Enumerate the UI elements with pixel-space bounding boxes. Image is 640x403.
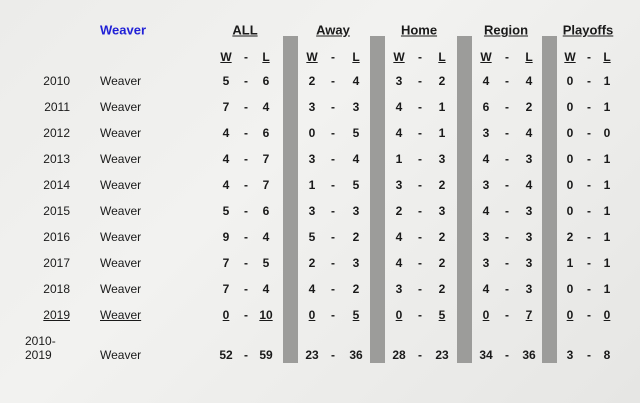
wins-home: 3 — [395, 178, 403, 192]
total-dash-playoffs: - — [587, 348, 591, 362]
dash-away: - — [331, 204, 335, 218]
wins-away: 0 — [308, 308, 316, 322]
losses-header-playoffs: L — [603, 50, 611, 64]
column-separator — [283, 36, 298, 363]
total-team: Weaver — [100, 348, 142, 362]
total-losses-all: 59 — [259, 348, 273, 362]
dash-region: - — [505, 256, 509, 270]
dash-home: - — [418, 100, 422, 114]
dash-playoffs: - — [587, 308, 591, 322]
wins-header-all: W — [220, 50, 232, 64]
dash-header-playoffs: - — [587, 50, 591, 64]
group-header-all: ALL — [232, 22, 258, 38]
row-team: Weaver — [100, 204, 142, 218]
dash-header-away: - — [331, 50, 335, 64]
total-wins-home: 28 — [392, 348, 406, 362]
dash-home: - — [418, 308, 422, 322]
dash-all: - — [244, 152, 248, 166]
dash-playoffs: - — [587, 230, 591, 244]
column-separator — [542, 36, 557, 363]
losses-away: 3 — [352, 100, 360, 114]
dash-away: - — [331, 152, 335, 166]
row-team: Weaver — [100, 100, 142, 114]
losses-away: 4 — [352, 74, 360, 88]
group-header-playoffs: Playoffs — [562, 22, 614, 38]
dash-away: - — [331, 126, 335, 140]
losses-away: 5 — [352, 126, 360, 140]
dash-playoffs: - — [587, 204, 591, 218]
losses-region: 3 — [525, 256, 533, 270]
losses-playoffs: 1 — [603, 152, 611, 166]
dash-region: - — [505, 308, 509, 322]
total-wins-all: 52 — [219, 348, 233, 362]
losses-away: 3 — [352, 256, 360, 270]
wins-all: 7 — [222, 256, 230, 270]
row-team: Weaver — [100, 308, 142, 322]
total-wins-playoffs: 3 — [566, 348, 574, 362]
wins-home: 4 — [395, 126, 403, 140]
dash-playoffs: - — [587, 256, 591, 270]
losses-region: 7 — [525, 308, 533, 322]
losses-header-home: L — [438, 50, 446, 64]
wins-playoffs: 0 — [566, 100, 574, 114]
losses-home: 1 — [438, 126, 446, 140]
dash-header-home: - — [418, 50, 422, 64]
losses-region: 2 — [525, 100, 533, 114]
dash-home: - — [418, 230, 422, 244]
dash-all: - — [244, 204, 248, 218]
row-year: 2017 — [43, 256, 70, 270]
total-year-start: 2010- — [25, 334, 56, 348]
wins-all: 4 — [222, 178, 230, 192]
losses-home: 3 — [438, 152, 446, 166]
losses-region: 3 — [525, 230, 533, 244]
losses-playoffs: 1 — [603, 230, 611, 244]
losses-home: 2 — [438, 282, 446, 296]
row-year: 2019 — [43, 308, 70, 322]
dash-region: - — [505, 230, 509, 244]
dash-playoffs: - — [587, 282, 591, 296]
dash-all: - — [244, 126, 248, 140]
losses-region: 3 — [525, 204, 533, 218]
total-losses-region: 36 — [522, 348, 536, 362]
losses-playoffs: 0 — [603, 308, 611, 322]
dash-all: - — [244, 230, 248, 244]
group-header-home: Home — [400, 22, 438, 38]
wins-away: 3 — [308, 152, 316, 166]
losses-playoffs: 1 — [603, 100, 611, 114]
dash-header-region: - — [505, 50, 509, 64]
losses-playoffs: 1 — [603, 178, 611, 192]
row-year: 2014 — [43, 178, 70, 192]
dash-all: - — [244, 282, 248, 296]
wins-playoffs: 0 — [566, 204, 574, 218]
losses-away: 2 — [352, 282, 360, 296]
group-header-away: Away — [316, 22, 350, 38]
row-year: 2011 — [44, 100, 70, 114]
row-team: Weaver — [100, 230, 142, 244]
dash-all: - — [244, 256, 248, 270]
wins-region: 4 — [482, 74, 490, 88]
losses-playoffs: 0 — [603, 126, 611, 140]
row-year: 2012 — [43, 126, 70, 140]
wins-all: 9 — [222, 230, 230, 244]
losses-region: 3 — [525, 152, 533, 166]
losses-region: 3 — [525, 282, 533, 296]
dash-all: - — [244, 100, 248, 114]
losses-header-away: L — [352, 50, 360, 64]
dash-away: - — [331, 74, 335, 88]
losses-home: 3 — [438, 204, 446, 218]
losses-away: 4 — [352, 152, 360, 166]
total-losses-away: 36 — [349, 348, 363, 362]
wins-header-away: W — [306, 50, 318, 64]
wins-all: 7 — [222, 282, 230, 296]
total-year-end: 2019 — [25, 348, 52, 362]
wins-playoffs: 0 — [566, 126, 574, 140]
column-separator — [370, 36, 385, 363]
wins-region: 4 — [482, 152, 490, 166]
wins-region: 0 — [482, 308, 490, 322]
dash-playoffs: - — [587, 178, 591, 192]
wins-away: 5 — [308, 230, 316, 244]
losses-all: 7 — [262, 152, 270, 166]
dash-all: - — [244, 178, 248, 192]
losses-header-region: L — [525, 50, 533, 64]
losses-all: 6 — [262, 204, 270, 218]
dash-region: - — [505, 282, 509, 296]
wins-home: 0 — [395, 308, 403, 322]
dash-away: - — [331, 308, 335, 322]
row-team: Weaver — [100, 152, 142, 166]
losses-all: 6 — [262, 126, 270, 140]
wins-home: 2 — [395, 204, 403, 218]
losses-playoffs: 1 — [603, 74, 611, 88]
wins-all: 4 — [222, 152, 230, 166]
wins-header-region: W — [480, 50, 492, 64]
wins-home: 4 — [395, 230, 403, 244]
wins-region: 6 — [482, 100, 490, 114]
wins-region: 3 — [482, 126, 490, 140]
total-dash-away: - — [331, 348, 335, 362]
row-year: 2016 — [43, 230, 70, 244]
team-column-header: Weaver — [100, 22, 147, 38]
wins-all: 5 — [222, 204, 230, 218]
dash-away: - — [331, 100, 335, 114]
dash-home: - — [418, 256, 422, 270]
dash-playoffs: - — [587, 74, 591, 88]
wins-region: 3 — [482, 230, 490, 244]
wins-all: 0 — [222, 308, 230, 322]
total-dash-region: - — [505, 348, 509, 362]
dash-playoffs: - — [587, 100, 591, 114]
row-year: 2015 — [43, 204, 70, 218]
losses-header-all: L — [262, 50, 270, 64]
total-wins-away: 23 — [305, 348, 319, 362]
losses-all: 4 — [262, 282, 270, 296]
wins-playoffs: 2 — [566, 230, 574, 244]
losses-region: 4 — [525, 126, 533, 140]
losses-away: 2 — [352, 230, 360, 244]
wins-away: 2 — [308, 74, 316, 88]
losses-playoffs: 1 — [603, 282, 611, 296]
row-team: Weaver — [100, 282, 142, 296]
losses-all: 4 — [262, 230, 270, 244]
dash-home: - — [418, 204, 422, 218]
losses-all: 4 — [262, 100, 270, 114]
wins-all: 4 — [222, 126, 230, 140]
dash-region: - — [505, 178, 509, 192]
wins-region: 4 — [482, 204, 490, 218]
losses-region: 4 — [525, 178, 533, 192]
wins-playoffs: 0 — [566, 152, 574, 166]
wins-away: 0 — [308, 126, 316, 140]
group-header-region: Region — [483, 22, 529, 38]
total-losses-playoffs: 8 — [603, 348, 611, 362]
losses-away: 5 — [352, 308, 360, 322]
row-team: Weaver — [100, 126, 142, 140]
losses-home: 5 — [438, 308, 446, 322]
wins-home: 4 — [395, 256, 403, 270]
dash-home: - — [418, 282, 422, 296]
wins-away: 2 — [308, 256, 316, 270]
losses-playoffs: 1 — [603, 256, 611, 270]
losses-home: 2 — [438, 178, 446, 192]
wins-playoffs: 0 — [566, 178, 574, 192]
losses-home: 2 — [438, 230, 446, 244]
column-separator — [457, 36, 472, 363]
dash-all: - — [244, 308, 248, 322]
losses-away: 3 — [352, 204, 360, 218]
wins-header-playoffs: W — [564, 50, 576, 64]
wins-away: 1 — [308, 178, 316, 192]
wins-playoffs: 0 — [566, 282, 574, 296]
wins-region: 4 — [482, 282, 490, 296]
losses-home: 2 — [438, 74, 446, 88]
wins-playoffs: 0 — [566, 308, 574, 322]
dash-away: - — [331, 178, 335, 192]
dash-region: - — [505, 74, 509, 88]
dash-home: - — [418, 152, 422, 166]
losses-region: 4 — [525, 74, 533, 88]
wins-home: 1 — [395, 152, 403, 166]
losses-all: 6 — [262, 74, 270, 88]
losses-home: 2 — [438, 256, 446, 270]
row-year: 2010 — [43, 74, 70, 88]
dash-region: - — [505, 152, 509, 166]
wins-playoffs: 0 — [566, 74, 574, 88]
dash-playoffs: - — [587, 152, 591, 166]
wins-all: 5 — [222, 74, 230, 88]
dash-playoffs: - — [587, 126, 591, 140]
wins-all: 7 — [222, 100, 230, 114]
wins-region: 3 — [482, 178, 490, 192]
dash-away: - — [331, 282, 335, 296]
losses-all: 5 — [262, 256, 270, 270]
wins-home: 4 — [395, 100, 403, 114]
wins-home: 3 — [395, 74, 403, 88]
losses-all: 7 — [262, 178, 270, 192]
dash-away: - — [331, 256, 335, 270]
row-team: Weaver — [100, 256, 142, 270]
losses-away: 5 — [352, 178, 360, 192]
dash-home: - — [418, 178, 422, 192]
wins-home: 3 — [395, 282, 403, 296]
row-team: Weaver — [100, 74, 142, 88]
dash-region: - — [505, 100, 509, 114]
losses-playoffs: 1 — [603, 204, 611, 218]
dash-region: - — [505, 126, 509, 140]
total-dash-all: - — [244, 348, 248, 362]
wins-away: 4 — [308, 282, 316, 296]
losses-all: 10 — [259, 308, 273, 322]
dash-region: - — [505, 204, 509, 218]
wins-away: 3 — [308, 100, 316, 114]
dash-away: - — [331, 230, 335, 244]
total-losses-home: 23 — [435, 348, 449, 362]
wins-playoffs: 1 — [566, 256, 574, 270]
wins-region: 3 — [482, 256, 490, 270]
total-dash-home: - — [418, 348, 422, 362]
dash-home: - — [418, 74, 422, 88]
dash-home: - — [418, 126, 422, 140]
row-team: Weaver — [100, 178, 142, 192]
dash-all: - — [244, 74, 248, 88]
dash-header-all: - — [244, 50, 248, 64]
wins-away: 3 — [308, 204, 316, 218]
total-wins-region: 34 — [479, 348, 493, 362]
row-year: 2018 — [43, 282, 70, 296]
wins-header-home: W — [393, 50, 405, 64]
losses-home: 1 — [438, 100, 446, 114]
row-year: 2013 — [43, 152, 70, 166]
